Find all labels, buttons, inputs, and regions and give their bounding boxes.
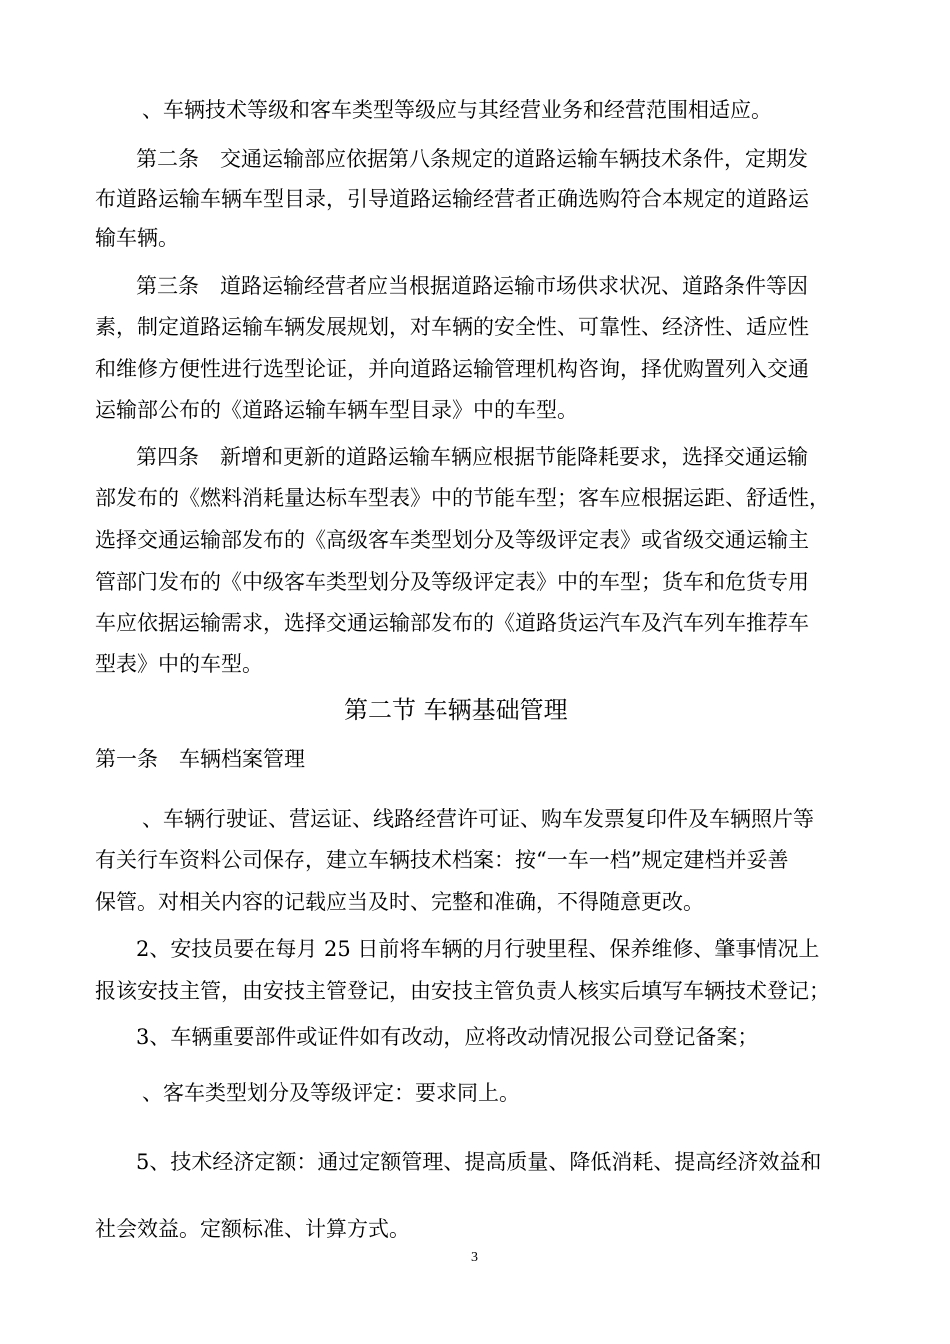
item-5-line: 社会效益。定额标准、计算方式。 <box>95 1217 410 1241</box>
item-4-line: 、客车类型划分及等级评定：要求同上。 <box>142 1081 520 1105</box>
item-2-line: 报该安技主管，由安技主管登记，由安技主管负责人核实后填写车辆技术登记； <box>95 979 830 1003</box>
archive-item-line: 、车辆行驶证、营运证、线路经营许可证、购车发票复印件及车辆照片等 <box>142 807 814 831</box>
article-3-line: 和维修方便性进行选型论证，并向道路运输管理机构咨询，择优购置列入交通 <box>95 357 809 381</box>
article-2-line: 输车辆。 <box>95 226 179 250</box>
article-4-line: 管部门发布的《中级客车类型划分及等级评定表》中的车型；货车和危货专用 <box>95 570 809 594</box>
item-5-line: 5、技术经济定额：通过定额管理、提高质量、降低消耗、提高经济效益和 <box>136 1150 822 1174</box>
article-4-line: 车应依据运输需求，选择交通运输部发布的《道路货运汽车及汽车列车推荐车 <box>95 611 809 635</box>
article-4-line: 型表》中的车型。 <box>95 652 263 676</box>
article-4-line: 部发布的《燃料消耗量达标车型表》中的节能车型；客车应根据运距、舒适性， <box>95 486 830 510</box>
section-heading: 第二节 车辆基础管理 <box>344 696 568 724</box>
article-4-line: 第四条 新增和更新的道路运输车辆应根据节能降耗要求，选择交通运输 <box>136 445 808 469</box>
article-1-heading: 第一条 车辆档案管理 <box>95 747 305 771</box>
item-3-line: 3、车辆重要部件或证件如有改动，应将改动情况报公司登记备案； <box>136 1025 759 1049</box>
page-number: 3 <box>471 1250 478 1265</box>
article-4-line: 选择交通运输部发布的《高级客车类型划分及等级评定表》或省级交通运输主 <box>95 528 809 552</box>
archive-item-line: 有关行车资料公司保存，建立车辆技术档案：按“一车一档”规定建档并妥善 <box>95 848 789 872</box>
article-3-line: 素，制定道路运输车辆发展规划，对车辆的安全性、可靠性、经济性、适应性 <box>95 315 809 339</box>
paragraph-line: 、车辆技术等级和客车类型等级应与其经营业务和经营范围相适应。 <box>142 98 772 122</box>
article-2-line: 布道路运输车辆车型目录，引导道路运输经营者正确选购符合本规定的道路运 <box>95 187 809 211</box>
article-3-line: 第三条 道路运输经营者应当根据道路运输市场供求状况、道路条件等因 <box>136 274 808 298</box>
article-2-line: 第二条 交通运输部应依据第八条规定的道路运输车辆技术条件，定期发 <box>136 147 808 171</box>
archive-item-line: 保管。对相关内容的记载应当及时、完整和准确，不得随意更改。 <box>95 890 704 914</box>
article-3-line: 运输部公布的《道路运输车辆车型目录》中的车型。 <box>95 398 578 422</box>
item-2-line: 2、安技员要在每月 25 日前将车辆的月行驶里程、保养维修、肇事情况上 <box>136 937 820 961</box>
